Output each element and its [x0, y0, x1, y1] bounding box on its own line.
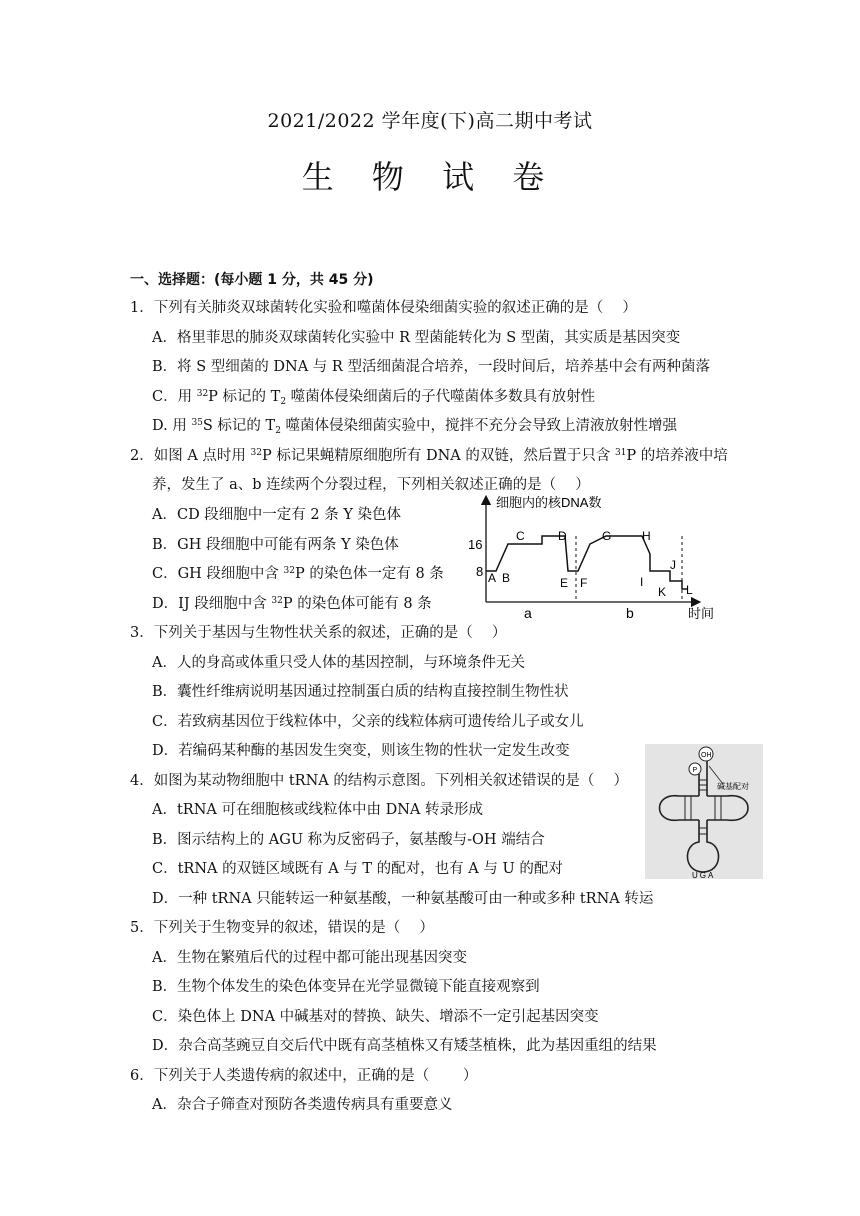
q5-option-a: A．生物在繁殖后代的过程中都可能出现基因突变: [152, 950, 467, 966]
q2-stem-line2: 养，发生了 a、b 连续两个分裂过程，下列相关叙述正确的是（ ）: [152, 477, 590, 493]
q6-option-a: A．杂合子筛查对预防各类遗传病具有重要意义: [152, 1097, 453, 1113]
q2-option-d: D．IJ 段细胞中含 $^{32}$P 的染色体可能有 8 条: [152, 596, 432, 612]
q1-option-c: C．用 $^{32}$P 标记的 $T_2$ 噬菌体侵染细菌后的子代噬菌体多数具有放射性: [152, 389, 596, 407]
phosphate-label: P: [692, 767, 698, 774]
x-axis-label: 时间: [688, 606, 715, 621]
q1-stem: 1．下列有关肺炎双球菌转化实验和噬菌体侵染细菌实验的叙述正确的是（ ）: [130, 300, 637, 316]
base-pairing-label: 碱基配对: [717, 782, 749, 791]
point-a: A: [488, 571, 497, 585]
q2-option-c: C．GH 段细胞中含 $^{32}$P 的染色体一定有 8 条: [152, 566, 444, 582]
point-c: C: [516, 529, 525, 543]
q1-option-a: A．格里菲思的肺炎双球菌转化实验中 R 型菌能转化为 S 型菌，其实质是基因突变: [152, 330, 681, 346]
point-j: J: [670, 558, 676, 572]
subject-title: 生 物 试 卷: [301, 158, 559, 196]
dna-content-graph: [460, 494, 730, 624]
point-i: I: [640, 575, 644, 589]
point-f: F: [580, 576, 588, 590]
section-heading: 一、选择题：(每小题 1 分，共 45 分): [130, 272, 374, 288]
point-d: D: [558, 529, 567, 543]
q2-stem-line1: 2．如图 A 点时用 $^{32}$P 标记果蝇精原细胞所有 DNA 的双链，然后置于只含 $^{31}$P 的培养液中培: [130, 448, 728, 464]
anticodon-label: UGA: [692, 871, 716, 879]
point-b: B: [502, 571, 511, 585]
q6-stem: 6．下列关于人类遗传病的叙述中，正确的是（ ）: [130, 1068, 478, 1084]
tick-8: 8: [476, 564, 484, 579]
point-e: E: [560, 576, 569, 590]
q4-option-c: C．tRNA 的双链区域既有 A 与 T 的配对，也有 A 与 U 的配对: [152, 861, 563, 877]
q5-option-d: D．杂合高茎豌豆自交后代中既有高茎植株又有矮茎植株，此为基因重组的结果: [152, 1038, 657, 1054]
phase-a-label: a: [524, 605, 532, 621]
oh-end-label: OH: [701, 752, 712, 759]
q3-option-b: B．囊性纤维病说明基因通过控制蛋白质的结构直接控制生物性状: [152, 684, 569, 700]
phase-b-label: b: [626, 605, 634, 621]
q5-option-b: B．生物个体发生的染色体变异在光学显微镜下能直接观察到: [152, 979, 540, 995]
q3-option-d: D．若编码某种酶的基因发生突变，则该生物的性状一定发生改变: [152, 743, 570, 759]
trna-structure-figure: [645, 744, 763, 879]
q4-stem: 4．如图为某动物细胞中 tRNA 的结构示意图。下列相关叙述错误的是（ ）: [130, 773, 628, 789]
q4-option-d: D．一种 tRNA 只能转运一种氨基酸，一种氨基酸可由一种或多种 tRNA 转运: [152, 891, 654, 907]
q5-option-c: C．染色体上 DNA 中碱基对的替换、缺失、增添不一定引起基因突变: [152, 1009, 599, 1025]
y-axis-label: 细胞内的核DNA数: [496, 495, 602, 510]
q4-option-b: B．图示结构上的 AGU 称为反密码子，氨基酸与-OH 端结合: [152, 832, 545, 848]
q2-option-b: B．GH 段细胞中可能有两条 Y 染色体: [152, 537, 399, 553]
q2-option-a: A．CD 段细胞中一定有 2 条 Y 染色体: [152, 507, 402, 523]
q5-stem: 5．下列关于生物变异的叙述，错误的是（ ）: [130, 920, 434, 936]
point-h: H: [642, 529, 651, 543]
q3-stem: 3．下列关于基因与生物性状关系的叙述，正确的是（ ）: [130, 625, 507, 641]
exam-title: 2021/2022 学年度(下)高二期中考试: [267, 110, 593, 132]
q3-option-a: A．人的身高或体重只受人体的基因控制，与环境条件无关: [152, 655, 525, 671]
q4-option-a: A．tRNA 可在细胞核或线粒体中由 DNA 转录形成: [152, 802, 483, 818]
q1-option-d: D. 用 $^{35}$S 标记的 $T_2$ 噬菌体侵染细菌实验中，搅拌不充分会导致上清液放射性增强: [152, 418, 678, 436]
q3-option-c: C．若致病基因位于线粒体中，父亲的线粒体病可遗传给儿子或女儿: [152, 714, 584, 730]
tick-16: 16: [468, 537, 483, 552]
point-k: K: [658, 585, 667, 599]
point-l: L: [686, 583, 693, 597]
point-g: G: [602, 529, 612, 543]
q1-option-b: B．将 S 型细菌的 DNA 与 R 型活细菌混合培养，一段时间后，培养基中会有两种菌落: [152, 359, 710, 375]
